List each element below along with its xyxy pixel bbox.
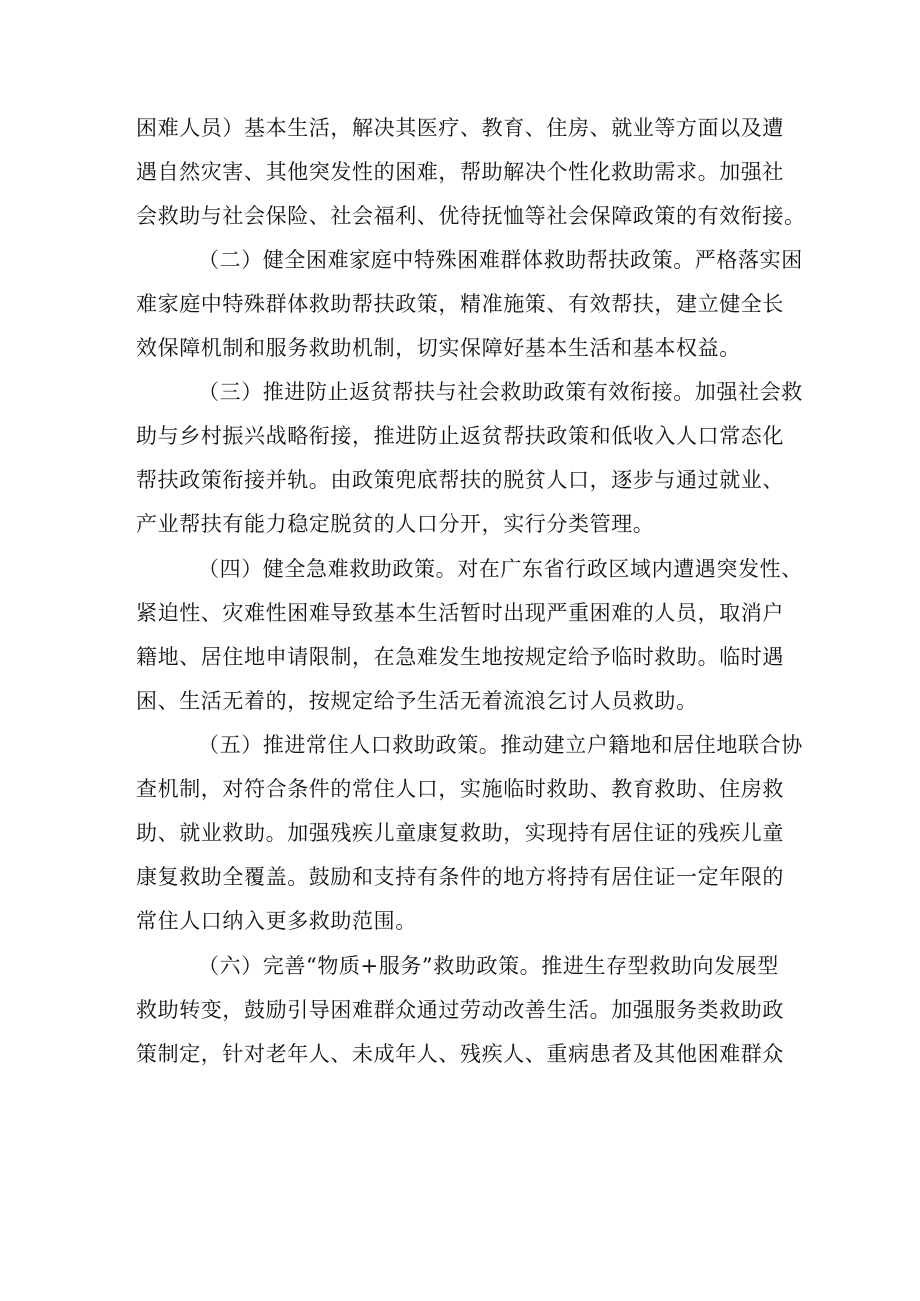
text-line: 难家庭中特殊群体救助帮扶政策，精准施策、有效帮扶，建立健全长	[136, 292, 784, 316]
text-line: 策制定，针对老年人、未成年人、残疾人、重病患者及其他困难群众	[136, 1042, 784, 1066]
text-line: 会救助与社会保险、社会福利、优待抚恤等社会保障政策的有效衔接。	[136, 204, 806, 228]
text-line: （五）推进常住人口救助政策。推动建立户籍地和居住地联合协	[198, 733, 803, 757]
text-line: 助与乡村振兴战略衔接，推进防止返贫帮扶政策和低收入人口常态化	[136, 424, 784, 448]
text-line: 困难人员）基本生活，解决其医疗、教育、住房、就业等方面以及遭	[136, 116, 784, 140]
paragraph-2	[136, 238, 803, 370]
text-line: 籍地、居住地申请限制，在急难发生地按规定给予临时救助。临时遇	[136, 645, 784, 669]
text-line: 紧迫性、灾难性困难导致基本生活暂时出现严重困难的人员，取消户	[136, 601, 784, 625]
text-line: 产业帮扶有能力稳定脱贫的人口分开，实行分类管理。	[136, 512, 655, 536]
text-line: （四）健全急难救助政策。对在广东省行政区域内遭遇突发性、	[198, 557, 803, 581]
text-line: 困、生活无着的，按规定给予生活无着流浪乞讨人员救助。	[136, 689, 698, 713]
paragraph-5	[136, 723, 803, 943]
text-line: 查机制，对符合条件的常住人口，实施临时救助、教育救助、住房救	[136, 777, 784, 801]
text-line: 遇自然灾害、其他突发性的困难，帮助解决个性化救助需求。加强社	[136, 160, 784, 184]
text-line: 康复救助全覆盖。鼓励和支持有条件的地方将持有居住证一定年限的	[136, 865, 784, 889]
text-line: 帮扶政策衔接并轨。由政策兜底帮扶的脱贫人口，逐步与通过就业、	[136, 468, 784, 492]
text-line: （三）推进防止返贫帮扶与社会救助政策有效衔接。加强社会救	[198, 380, 803, 404]
paragraph-3	[136, 370, 803, 546]
text-line: 效保障机制和服务救助机制，切实保障好基本生活和基本权益。	[136, 336, 741, 360]
text-line: （二）健全困难家庭中特殊困难群体救助帮扶政策。严格落实困	[198, 248, 803, 272]
paragraph-4	[136, 547, 803, 723]
text-line: 助、就业救助。加强残疾儿童康复救助，实现持有居住证的残疾儿童	[136, 821, 784, 845]
text-line: （六）完善“物质+服务”救助政策。推进生存型救助向发展型	[198, 954, 779, 978]
paragraph-6	[136, 944, 798, 1076]
text-line: 常住人口纳入更多救助范围。	[136, 909, 417, 933]
text-line: 救助转变，鼓励引导困难群众通过劳动改善生活。加强服务类救助政	[136, 998, 784, 1022]
paragraph-continuation	[136, 106, 806, 238]
